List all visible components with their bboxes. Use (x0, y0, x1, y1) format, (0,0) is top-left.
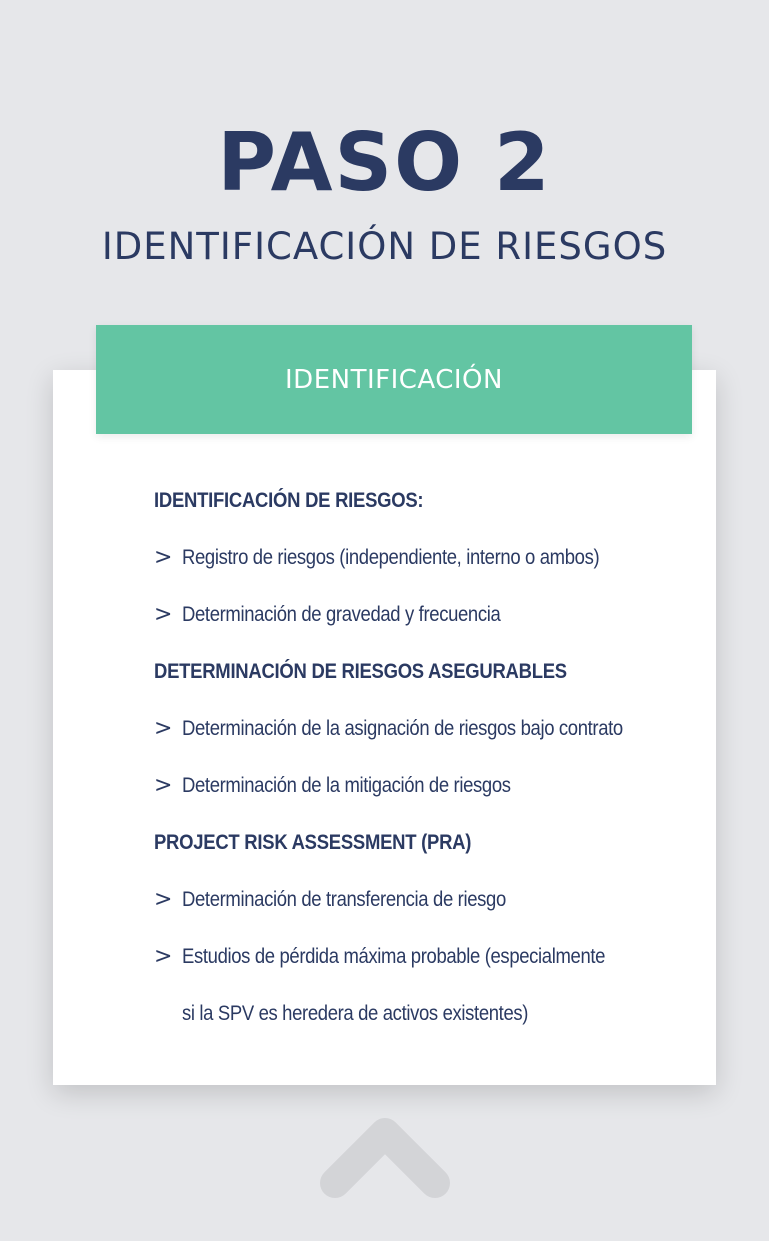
item-marker: > (154, 887, 173, 912)
step-subtitle: IDENTIFICACIÓN DE RIESGOS (101, 225, 668, 268)
step-title: PASO 2 (217, 116, 552, 209)
item-text (182, 928, 605, 1042)
item-line: si la SPV es heredera de activos existentes) (182, 1002, 529, 1025)
item-text (182, 757, 511, 814)
item-line: Determinación de transferencia de riesgo (182, 888, 506, 911)
item-text (182, 700, 623, 757)
item-text (182, 871, 506, 928)
list-item (154, 928, 714, 1042)
section-heading-identification: IDENTIFICACIÓN DE RIESGOS: (154, 489, 424, 512)
content-card (53, 370, 716, 1085)
list-item (154, 871, 714, 928)
list-item (154, 529, 714, 586)
item-line: Estudios de pérdida máxima probable (especialmente (182, 945, 606, 968)
list-item (154, 757, 714, 814)
item-marker: > (154, 602, 173, 627)
item-marker: > (154, 944, 173, 969)
item-line: Determinación de la asignación de riesgos bajo contrato (182, 717, 623, 740)
list-item (154, 700, 714, 757)
card-content (154, 472, 714, 1042)
item-line: Registro de riesgos (independiente, interno o ambos) (182, 546, 600, 569)
section-heading-insurable: DETERMINACIÓN DE RIESGOS ASEGURABLES (154, 660, 567, 683)
chevron-up-icon[interactable] (319, 1115, 451, 1199)
item-text (182, 529, 599, 586)
list-item (154, 586, 714, 643)
section-heading-pra: PROJECT RISK ASSESSMENT (PRA) (154, 831, 472, 854)
item-line: Determinación de gravedad y frecuencia (182, 603, 501, 626)
item-text (182, 586, 500, 643)
card-header: IDENTIFICACIÓN (96, 325, 692, 434)
item-line: Determinación de la mitigación de riesgos (182, 774, 511, 797)
item-marker: > (154, 773, 173, 798)
item-marker: > (154, 545, 173, 570)
item-marker: > (154, 716, 173, 741)
